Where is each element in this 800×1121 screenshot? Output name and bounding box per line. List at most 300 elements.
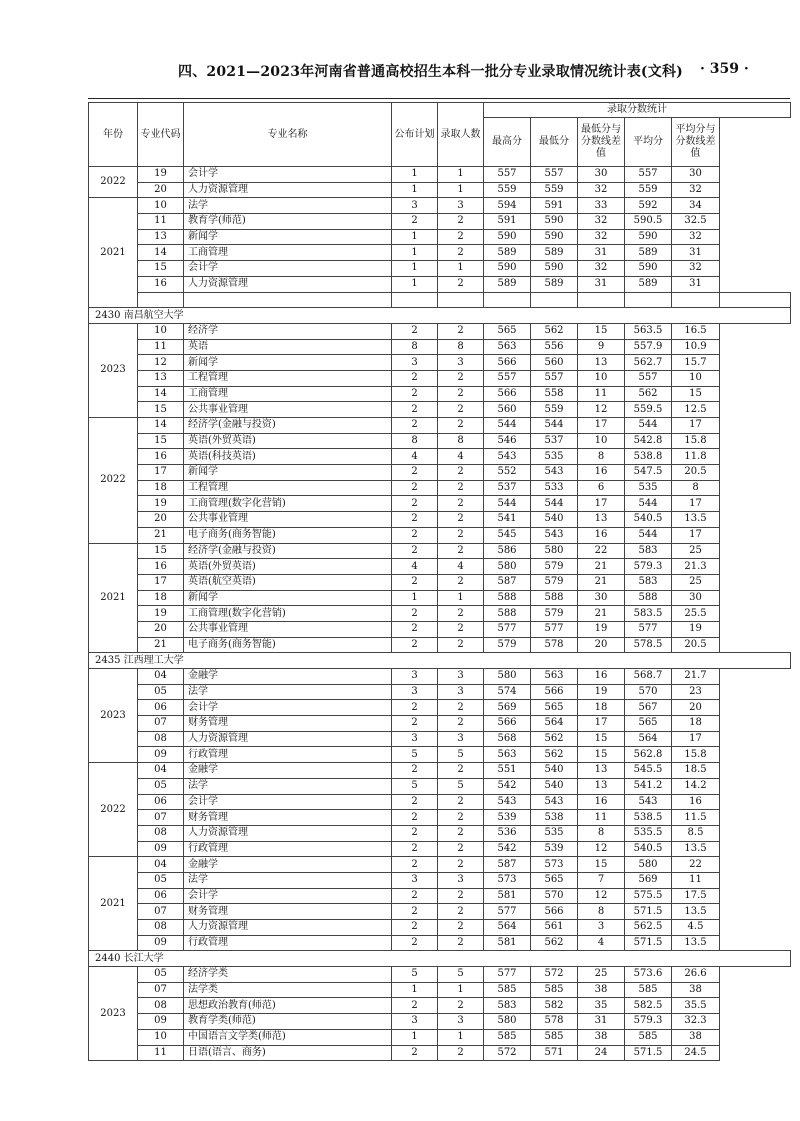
major-code: 08: [138, 731, 184, 747]
table-row: [89, 402, 791, 418]
plan-count: 2: [392, 386, 438, 402]
min-score: 562: [531, 323, 578, 339]
min-score: 562: [531, 747, 578, 763]
max-score: 544: [484, 418, 531, 434]
min-score-diff: 17: [578, 496, 625, 512]
table-row: [89, 370, 791, 386]
table-row: [89, 606, 791, 622]
major-name: 金融学: [184, 669, 392, 685]
major-name: 人力资源管理: [184, 731, 392, 747]
table-row: [89, 418, 791, 434]
min-score-diff: 16: [578, 527, 625, 543]
max-score: 542: [484, 841, 531, 857]
min-score: 578: [531, 1014, 578, 1030]
max-score: 565: [484, 323, 531, 339]
avg-score-diff: 32: [672, 182, 720, 198]
header-min-score: 最低分: [531, 118, 578, 167]
plan-count: 2: [392, 825, 438, 841]
page-title: 四、2021—2023年河南省普通高校招生本科一批分专业录取情况统计表(文科): [178, 64, 683, 80]
admitted-count: 1: [438, 182, 484, 198]
max-score: 563: [484, 747, 531, 763]
admitted-count: 2: [438, 763, 484, 779]
table-row: [89, 778, 791, 794]
avg-score: 588: [625, 590, 672, 606]
major-code: 09: [138, 841, 184, 857]
min-score: 539: [531, 841, 578, 857]
year-cell: 2023: [89, 323, 138, 417]
min-score: 540: [531, 512, 578, 528]
avg-score: 557: [625, 167, 672, 183]
major-name: 法学: [184, 778, 392, 794]
max-score: 569: [484, 700, 531, 716]
plan-count: 5: [392, 778, 438, 794]
major-name: 工商管理: [184, 245, 392, 261]
min-score: 580: [531, 543, 578, 559]
max-score: 545: [484, 527, 531, 543]
admitted-count: 2: [438, 574, 484, 590]
min-score-diff: 38: [578, 1029, 625, 1045]
avg-score: 538.5: [625, 810, 672, 826]
plan-count: 2: [392, 606, 438, 622]
admitted-count: 1: [438, 982, 484, 998]
avg-score-diff: 8: [672, 480, 720, 496]
major-code: 08: [138, 825, 184, 841]
min-score: 537: [531, 433, 578, 449]
school-name: 2440 长江大学: [89, 951, 791, 967]
min-score: 543: [531, 794, 578, 810]
major-code: 07: [138, 982, 184, 998]
major-name: 经济学(金融与投资): [184, 543, 392, 559]
table-row: [89, 763, 791, 779]
plan-count: 2: [392, 402, 438, 418]
table-row: [89, 465, 791, 481]
max-score: 588: [484, 590, 531, 606]
max-score: 574: [484, 684, 531, 700]
min-score-diff: 19: [578, 684, 625, 700]
avg-score-diff: 35.5: [672, 998, 720, 1014]
admitted-count: 1: [438, 261, 484, 277]
admitted-count: 3: [438, 669, 484, 685]
max-score: 572: [484, 1045, 531, 1061]
major-code: 11: [138, 214, 184, 230]
major-name: 工程管理: [184, 480, 392, 496]
major-name: 金融学: [184, 763, 392, 779]
avg-score: [672, 292, 720, 308]
table-row: [89, 229, 791, 245]
admitted-count: 2: [438, 480, 484, 496]
avg-score-diff: 17: [672, 731, 720, 747]
admitted-count: 2: [438, 229, 484, 245]
admitted-count: 2: [438, 904, 484, 920]
year-cell: 2022: [89, 763, 138, 857]
avg-score: 571.5: [625, 935, 672, 951]
avg-score-diff: 12.5: [672, 402, 720, 418]
year-cell: 2021: [89, 857, 138, 951]
major-name: 经济学类: [184, 967, 392, 983]
school-header-row: [89, 308, 791, 324]
table-row: [89, 323, 791, 339]
major-name: 英语: [184, 339, 392, 355]
min-score-diff: 3: [578, 920, 625, 936]
year-cell: 2022: [89, 167, 138, 198]
max-score: 566: [484, 386, 531, 402]
major-code: 18: [138, 590, 184, 606]
avg-score-diff: 32.3: [672, 1014, 720, 1030]
major-name: 法学: [184, 198, 392, 214]
avg-score: 590: [625, 229, 672, 245]
admitted-count: 2: [438, 935, 484, 951]
avg-score: 544: [625, 527, 672, 543]
min-score-diff: 13: [578, 778, 625, 794]
admitted-count: 5: [438, 747, 484, 763]
major-name: 工商管理(数字化营销): [184, 496, 392, 512]
table-row: [89, 998, 791, 1014]
major-name: 思想政治教育(师范): [184, 998, 392, 1014]
avg-score-diff: 19: [672, 621, 720, 637]
admitted-count: 8: [438, 433, 484, 449]
table-row: [89, 198, 791, 214]
avg-score: 542.8: [625, 433, 672, 449]
avg-score-diff: 15.7: [672, 355, 720, 371]
table-row: [89, 355, 791, 371]
min-score: 538: [531, 810, 578, 826]
table-row: [89, 857, 791, 873]
table-row: [89, 543, 791, 559]
major-code: 11: [138, 1045, 184, 1061]
avg-score-diff: 17.5: [672, 888, 720, 904]
max-score: 552: [484, 465, 531, 481]
max-score: 577: [484, 967, 531, 983]
table-row: [89, 339, 791, 355]
table-row: [89, 669, 791, 685]
major-name: 公共事业管理: [184, 402, 392, 418]
min-score-diff: 31: [578, 1014, 625, 1030]
max-score: 589: [484, 245, 531, 261]
admitted-count: 2: [438, 794, 484, 810]
major-code: 10: [138, 1029, 184, 1045]
min-score-diff: 15: [578, 857, 625, 873]
min-score-diff: 16: [578, 465, 625, 481]
avg-score-diff: 20: [672, 700, 720, 716]
major-code: 20: [138, 182, 184, 198]
table-row: [89, 449, 791, 465]
plan-count: 2: [392, 527, 438, 543]
major-name: 行政管理: [184, 747, 392, 763]
plan-count: 1: [392, 229, 438, 245]
min-score-diff: 30: [578, 590, 625, 606]
major-name: 人力资源管理: [184, 182, 392, 198]
avg-score-diff: 18.5: [672, 763, 720, 779]
major-code: 06: [138, 888, 184, 904]
major-code: 04: [138, 857, 184, 873]
max-score: 580: [484, 559, 531, 575]
major-code: 15: [138, 543, 184, 559]
avg-score-diff: 17: [672, 496, 720, 512]
avg-score-diff: 16.5: [672, 323, 720, 339]
major-code: 21: [138, 527, 184, 543]
major-code: 05: [138, 872, 184, 888]
year-cell: 2021: [89, 198, 138, 308]
table-row: [89, 512, 791, 528]
admitted-count: 5: [438, 967, 484, 983]
min-score: 565: [531, 700, 578, 716]
min-score-diff: 25: [578, 967, 625, 983]
min-score-diff: 15: [578, 323, 625, 339]
min-score: 533: [531, 480, 578, 496]
min-score: 565: [531, 872, 578, 888]
min-score: 563: [531, 669, 578, 685]
table-row: [89, 731, 791, 747]
avg-score-diff: 15.8: [672, 433, 720, 449]
avg-score: 557.9: [625, 339, 672, 355]
min-score-diff: 11: [578, 386, 625, 402]
max-score: 590: [484, 261, 531, 277]
avg-score: 577: [625, 621, 672, 637]
major-code: 20: [138, 621, 184, 637]
min-score-diff: 35: [578, 998, 625, 1014]
admitted-count: 2: [438, 998, 484, 1014]
max-score: 594: [484, 198, 531, 214]
avg-score: 571.5: [625, 1045, 672, 1061]
min-score: 558: [531, 386, 578, 402]
min-score-diff: 13: [578, 763, 625, 779]
avg-score: 545.5: [625, 763, 672, 779]
avg-score: 579.3: [625, 1014, 672, 1030]
major-code: 05: [138, 778, 184, 794]
plan-count: 1: [392, 982, 438, 998]
plan-count: 1: [392, 276, 438, 292]
avg-score: 544: [625, 496, 672, 512]
avg-score: 582.5: [625, 998, 672, 1014]
plan-count: 2: [392, 370, 438, 386]
school-name: 2435 江西理工大学: [89, 653, 791, 669]
plan-count: 1: [392, 261, 438, 277]
avg-score: 570: [625, 684, 672, 700]
major-code: 10: [138, 323, 184, 339]
major-code: 07: [138, 716, 184, 732]
admitted-count: 2: [438, 841, 484, 857]
header-max-score: 最高分: [484, 118, 531, 167]
major-code: 16: [138, 276, 184, 292]
admitted-count: 1: [438, 590, 484, 606]
admitted-count: 2: [438, 810, 484, 826]
min-score-diff: 38: [578, 982, 625, 998]
min-score: 589: [531, 245, 578, 261]
plan-count: 3: [392, 198, 438, 214]
min-score: 540: [531, 778, 578, 794]
plan-count: 2: [392, 810, 438, 826]
major-name: 财务管理: [184, 810, 392, 826]
min-score-diff: 9: [578, 339, 625, 355]
max-score: 585: [484, 1029, 531, 1045]
major-name: 工程管理: [184, 370, 392, 386]
plan-count: 3: [392, 731, 438, 747]
major-code: 20: [138, 512, 184, 528]
max-score: 543: [484, 449, 531, 465]
avg-score-diff: 21.7: [672, 669, 720, 685]
max-score: 546: [484, 433, 531, 449]
table-row: [89, 527, 791, 543]
major-name: 英语(外贸英语): [184, 433, 392, 449]
table-row: [89, 872, 791, 888]
admitted-count: 3: [438, 198, 484, 214]
major-code: 04: [138, 763, 184, 779]
max-score: 586: [484, 543, 531, 559]
avg-score-diff: 25.5: [672, 606, 720, 622]
major-name: 教育学类(师范): [184, 1014, 392, 1030]
plan-count: 2: [392, 920, 438, 936]
avg-score-diff: 17: [672, 418, 720, 434]
table-row: [89, 637, 791, 653]
major-code: 17: [138, 574, 184, 590]
avg-score-diff: 17: [672, 527, 720, 543]
plan-count: 1: [392, 1029, 438, 1045]
plan-count: [438, 292, 484, 308]
major-code: 10: [138, 198, 184, 214]
min-score-diff: 17: [578, 716, 625, 732]
major-code: 19: [138, 496, 184, 512]
min-score: 566: [531, 904, 578, 920]
min-score-diff: 32: [578, 229, 625, 245]
admitted-count: 2: [438, 465, 484, 481]
header-rule: [88, 98, 790, 99]
min-score: 578: [531, 637, 578, 653]
avg-score-diff: 20.5: [672, 465, 720, 481]
min-score: 570: [531, 888, 578, 904]
min-score: 562: [531, 731, 578, 747]
admitted-count: 2: [438, 637, 484, 653]
min-score: 557: [531, 167, 578, 183]
min-score: 540: [531, 763, 578, 779]
plan-count: 2: [392, 794, 438, 810]
major-name: 电子商务(商务智能): [184, 637, 392, 653]
table-row: [89, 261, 791, 277]
max-score: 551: [484, 763, 531, 779]
major-name: 会计学: [184, 167, 392, 183]
plan-count: 1: [392, 182, 438, 198]
major-code: 07: [138, 810, 184, 826]
min-score: 590: [531, 261, 578, 277]
major-code: 14: [138, 418, 184, 434]
major-name: 财务管理: [184, 716, 392, 732]
major-code: 04: [138, 669, 184, 685]
major-name: 行政管理: [184, 841, 392, 857]
admitted-count: 3: [438, 731, 484, 747]
avg-score-diff: 31: [672, 245, 720, 261]
min-score-diff: 13: [578, 512, 625, 528]
admitted-count: 1: [438, 1029, 484, 1045]
min-score-diff: 18: [578, 700, 625, 716]
plan-count: 2: [392, 763, 438, 779]
major-code: 12: [138, 355, 184, 371]
avg-score: 568.7: [625, 669, 672, 685]
header-year: 年份: [89, 103, 138, 167]
avg-score: 540.5: [625, 841, 672, 857]
max-score: 539: [484, 810, 531, 826]
avg-score: 563.5: [625, 323, 672, 339]
major-name: 财务管理: [184, 904, 392, 920]
avg-score: 571.5: [625, 904, 672, 920]
plan-count: 2: [392, 418, 438, 434]
min-score: 544: [531, 418, 578, 434]
max-score: 587: [484, 857, 531, 873]
major-code: 13: [138, 229, 184, 245]
min-score-diff: 31: [578, 276, 625, 292]
min-score: 566: [531, 684, 578, 700]
avg-score: 559.5: [625, 402, 672, 418]
max-score: 544: [484, 496, 531, 512]
year-cell: 2023: [89, 967, 138, 1061]
major-name: 会计学: [184, 700, 392, 716]
avg-score-diff: 34: [672, 198, 720, 214]
min-score-diff: 8: [578, 825, 625, 841]
max-score: 560: [484, 402, 531, 418]
table-body: [89, 167, 791, 1061]
table-row: [89, 700, 791, 716]
admitted-count: [484, 292, 531, 308]
admitted-count: 3: [438, 872, 484, 888]
min-score-diff: 21: [578, 559, 625, 575]
admitted-count: 2: [438, 386, 484, 402]
major-code: 05: [138, 684, 184, 700]
plan-count: 2: [392, 841, 438, 857]
min-score: 585: [531, 982, 578, 998]
table-header: [89, 103, 791, 167]
major-name: 经济学: [184, 323, 392, 339]
plan-count: 1: [392, 245, 438, 261]
avg-score-diff: [720, 292, 791, 308]
admitted-count: 3: [438, 355, 484, 371]
major-code: 19: [138, 167, 184, 183]
major-name: [392, 292, 438, 308]
admitted-count: 2: [438, 920, 484, 936]
max-score: 559: [484, 182, 531, 198]
min-score-diff: 16: [578, 669, 625, 685]
min-score: 588: [531, 590, 578, 606]
avg-score: 585: [625, 1029, 672, 1045]
plan-count: 3: [392, 1014, 438, 1030]
max-score: 563: [484, 339, 531, 355]
plan-count: 2: [392, 512, 438, 528]
avg-score-diff: 25: [672, 543, 720, 559]
avg-score-diff: 31: [672, 276, 720, 292]
page-header: [0, 56, 800, 86]
admitted-count: 2: [438, 543, 484, 559]
max-score: 557: [484, 370, 531, 386]
major-name: 会计学: [184, 261, 392, 277]
table-row: [89, 496, 791, 512]
major-name: 公共事业管理: [184, 621, 392, 637]
major-name: 行政管理: [184, 935, 392, 951]
year-cell: [138, 292, 184, 308]
avg-score: 573.6: [625, 967, 672, 983]
avg-score: 547.5: [625, 465, 672, 481]
min-score-diff: 15: [578, 747, 625, 763]
avg-score: 559: [625, 182, 672, 198]
table-row: [89, 716, 791, 732]
avg-score-diff: 32.5: [672, 214, 720, 230]
min-score-diff: 31: [578, 245, 625, 261]
avg-score-diff: 13.5: [672, 512, 720, 528]
plan-count: 5: [392, 747, 438, 763]
avg-score-diff: 13.5: [672, 904, 720, 920]
max-score: 585: [484, 982, 531, 998]
major-name: 会计学: [184, 888, 392, 904]
max-score: 573: [484, 872, 531, 888]
major-name: 法学: [184, 684, 392, 700]
plan-count: 2: [392, 496, 438, 512]
max-score: 537: [484, 480, 531, 496]
